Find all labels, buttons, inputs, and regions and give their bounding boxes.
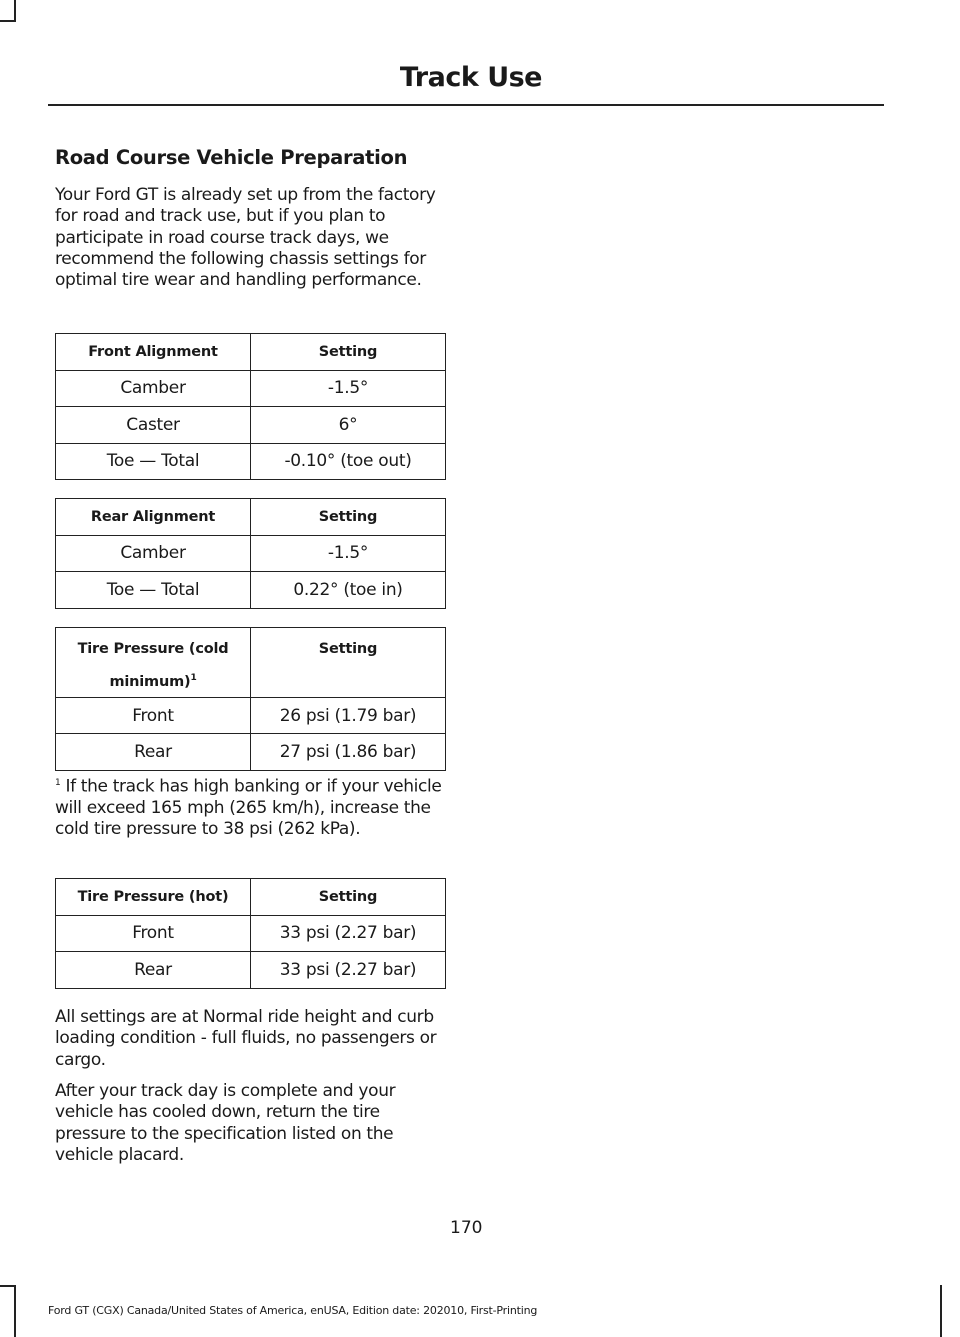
table-cell: Caster	[56, 407, 251, 444]
hot-tire-pressure-table	[55, 878, 446, 989]
ride-height-note: All settings are at Normal ride height and curb loading condition - full fluids, no passengers or cargo.	[55, 1007, 437, 1070]
table-row	[56, 915, 446, 952]
footnote-text: If the track has high banking or if your vehicle will exceed 165 mph (265 km/h), increase the cold tire pressure to 38 psi (262 kPa).	[55, 776, 442, 840]
cold-tire-pressure-table	[55, 627, 446, 771]
table-header	[56, 628, 251, 698]
table-header: Setting	[251, 879, 446, 916]
table-header-row	[56, 499, 446, 536]
edition-footer: Ford GT (CGX) Canada/United States of America, enUSA, Edition date: 202010, First-Printing	[48, 1304, 538, 1317]
page-title: Track Use	[399, 62, 542, 93]
crop-mark-top-left	[14, 0, 16, 22]
table-cell: 0.22° (toe in)	[251, 572, 446, 609]
footnote	[55, 773, 450, 841]
table-cell: Front	[56, 697, 251, 734]
table-cell: 6°	[251, 407, 446, 444]
table-header: Setting	[251, 334, 446, 371]
table-cell: Rear	[56, 734, 251, 771]
table-header-row	[56, 334, 446, 371]
table-cell: Rear	[56, 952, 251, 989]
table-header-text: Tire Pressure (cold minimum)	[77, 641, 229, 690]
table-cell: Toe — Total	[56, 443, 251, 480]
rear-alignment-table	[55, 498, 446, 609]
front-alignment-table	[55, 333, 446, 480]
section-title: Road Course Vehicle Preparation	[55, 146, 408, 169]
intro-paragraph: Your Ford GT is already set up from the factory for road and track use, but if you plan to participate in road course track days, we recommend the following chassis settings for optimal tire wear and handling performance.	[55, 185, 436, 291]
table-header: Setting	[251, 628, 446, 698]
footnote-marker: 1	[55, 778, 61, 788]
table-cell: -1.5°	[251, 535, 446, 572]
cooldown-note: After your track day is complete and your vehicle has cooled down, return the tire pressure to the specification listed on the vehicle placard.	[55, 1081, 396, 1165]
table-header: Setting	[251, 499, 446, 536]
crop-mark-bottom-left	[0, 1285, 16, 1287]
header-divider	[48, 104, 884, 106]
table-row	[56, 952, 446, 989]
table-row	[56, 443, 446, 480]
table-cell: 33 psi (2.27 bar)	[251, 952, 446, 989]
table-cell: 26 psi (1.79 bar)	[251, 697, 446, 734]
table-cell: Toe — Total	[56, 572, 251, 609]
table-header-row	[56, 879, 446, 916]
table-row	[56, 697, 446, 734]
table-cell: Front	[56, 915, 251, 952]
table-cell: -1.5°	[251, 370, 446, 407]
table-cell: -0.10° (toe out)	[251, 443, 446, 480]
table-cell: 33 psi (2.27 bar)	[251, 915, 446, 952]
table-row	[56, 407, 446, 444]
table-row	[56, 370, 446, 407]
table-row	[56, 535, 446, 572]
table-header-row	[56, 628, 446, 698]
page-number: 170	[450, 1218, 483, 1238]
table-row	[56, 572, 446, 609]
crop-mark-bottom-left	[14, 1285, 16, 1337]
table-header: Front Alignment	[56, 334, 251, 371]
crop-mark-bottom-right	[940, 1285, 942, 1337]
footnote-marker: 1	[190, 673, 197, 683]
crop-mark-top-left	[0, 20, 16, 22]
table-row	[56, 734, 446, 771]
table-header: Tire Pressure (hot)	[56, 879, 251, 916]
table-cell: 27 psi (1.86 bar)	[251, 734, 446, 771]
table-header: Rear Alignment	[56, 499, 251, 536]
table-cell: Camber	[56, 535, 251, 572]
table-cell: Camber	[56, 370, 251, 407]
